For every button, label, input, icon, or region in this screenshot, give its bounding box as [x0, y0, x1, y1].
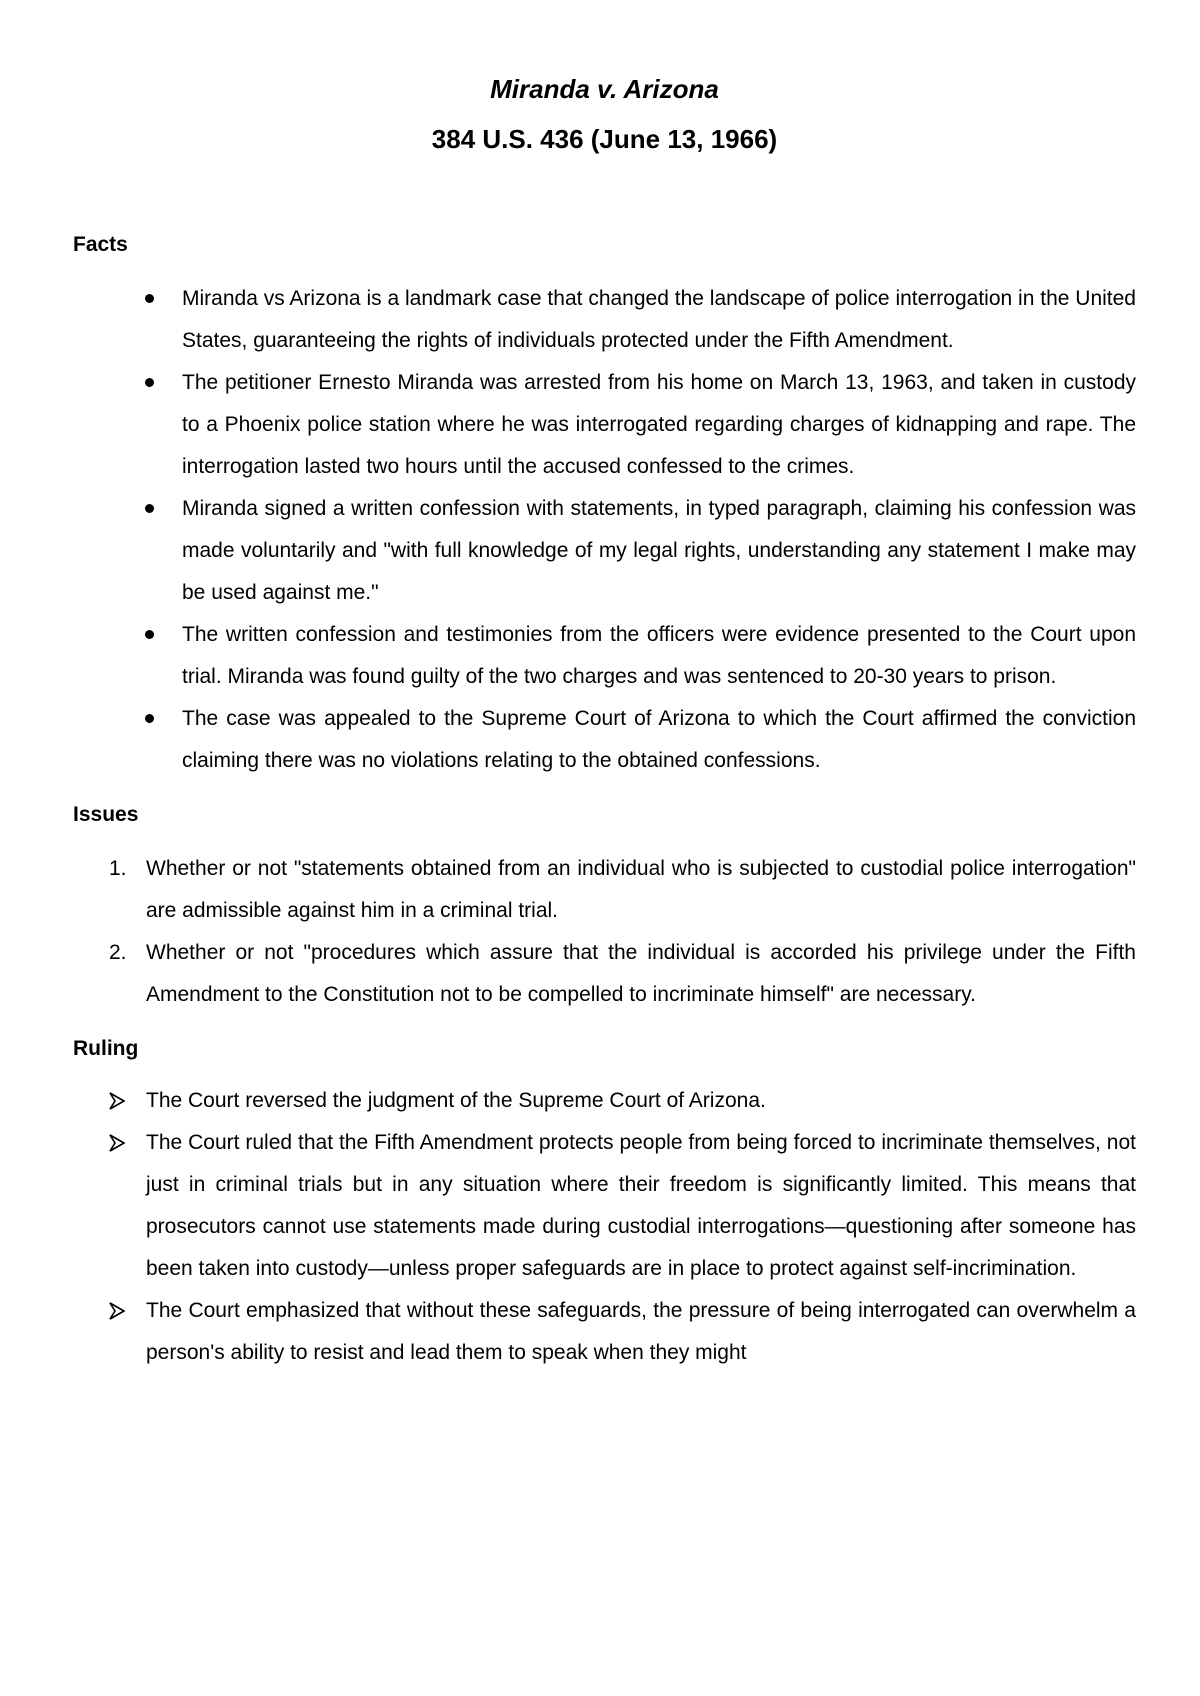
issue-number: 2. — [109, 941, 127, 964]
facts-heading: Facts — [73, 233, 128, 256]
ruling-item — [73, 1080, 1136, 1122]
fact-text: Miranda signed a written confession with statements, in typed paragraph, claiming his confession was made voluntarily and "with full knowledge of my legal rights, understanding any statement I make may be used against me." — [182, 497, 1136, 604]
bullet-dot-icon — [145, 294, 154, 303]
fact-item — [73, 488, 1136, 614]
facts-list — [73, 278, 1136, 782]
case-title: Miranda v. Arizona — [490, 74, 719, 104]
bullet-dot-icon — [145, 378, 154, 387]
arrowhead-bullet-icon — [109, 1092, 125, 1110]
fact-text: The case was appealed to the Supreme Court of Arizona to which the Court affirmed the conviction claiming there was no violations relating to the obtained confessions. — [182, 707, 1136, 772]
fact-item — [73, 698, 1136, 782]
bullet-dot-icon — [145, 504, 154, 513]
fact-text: Miranda vs Arizona is a landmark case that changed the landscape of police interrogation in the United States, guaranteeing the rights of individuals protected under the Fifth Amendment. — [182, 287, 1136, 352]
arrowhead-bullet-icon — [109, 1134, 125, 1152]
issue-number: 1. — [109, 857, 127, 880]
ruling-item — [73, 1290, 1136, 1374]
fact-item — [73, 614, 1136, 698]
ruling-list — [73, 1080, 1136, 1374]
ruling-heading: Ruling — [73, 1037, 139, 1060]
fact-item — [73, 278, 1136, 362]
bullet-dot-icon — [145, 630, 154, 639]
issues-heading: Issues — [73, 803, 139, 826]
case-citation: 384 U.S. 436 (June 13, 1966) — [431, 124, 778, 154]
issues-list — [73, 848, 1136, 1016]
ruling-text: The Court emphasized that without these safeguards, the pressure of being interrogated can overwhelm a person's ability to resist and lead them to speak when they might — [146, 1299, 1136, 1364]
issue-item — [73, 848, 1136, 932]
bullet-dot-icon — [145, 714, 154, 723]
ruling-text: The Court ruled that the Fifth Amendment protects people from being forced to incriminate themselves, not just in criminal trials but in any situation where their freedom is significantly limited. This means that prosecutors cannot use statements made during custodial interrogations—questioning after someone has been taken into custody—unless proper safeguards are in place to protect against self-incrimination. — [146, 1131, 1136, 1280]
fact-text: The written confession and testimonies from the officers were evidence presented to the Court upon trial. Miranda was found guilty of the two charges and was sentenced to 20-30 years to prison. — [182, 623, 1136, 688]
arrowhead-bullet-icon — [109, 1302, 125, 1320]
ruling-text: The Court reversed the judgment of the Supreme Court of Arizona. — [146, 1089, 766, 1112]
issue-item — [73, 932, 1136, 1016]
fact-text: The petitioner Ernesto Miranda was arrested from his home on March 13, 1963, and taken in custody to a Phoenix police station where he was interrogated regarding charges of kidnapping and rape. The interrogation lasted two hours until the accused confessed to the crimes. — [182, 371, 1136, 478]
issue-text: Whether or not "statements obtained from an individual who is subjected to custodial police interrogation" are admissible against him in a criminal trial. — [146, 857, 1136, 922]
fact-item — [73, 362, 1136, 488]
ruling-item — [73, 1122, 1136, 1290]
issue-text: Whether or not "procedures which assure that the individual is accorded his privilege under the Fifth Amendment to the Constitution not to be compelled to incriminate himself" are necessary. — [146, 941, 1136, 1006]
